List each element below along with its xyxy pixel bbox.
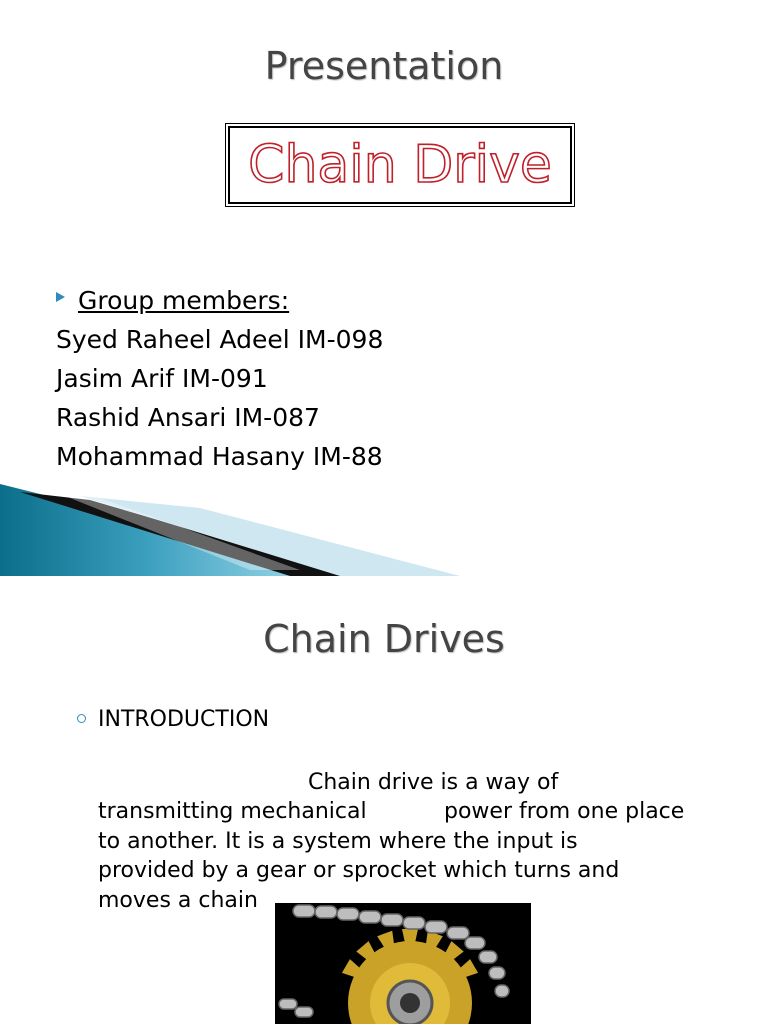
member-line: Jasim Arif IM-091 — [56, 364, 268, 393]
paragraph-line: transmitting mechanical — [98, 799, 367, 824]
decorative-wave — [0, 470, 768, 576]
title-logo-box — [228, 126, 572, 204]
member-line: Rashid Ansari IM-087 — [56, 403, 320, 432]
triangle-bullet-icon — [56, 292, 65, 302]
member-line: Syed Raheel Adeel IM-098 — [56, 325, 384, 354]
paragraph-line: power from one place — [444, 799, 685, 824]
chain-sprocket-image — [275, 903, 531, 1024]
paragraph-line: moves a chain — [98, 888, 258, 913]
section-heading: INTRODUCTION — [98, 707, 270, 732]
paragraph-line: to another. It is a system where the input is — [98, 829, 578, 854]
slide-title: Chain Drives — [263, 617, 505, 661]
ring-bullet-icon — [77, 714, 86, 723]
member-line: Mohammad Hasany IM-88 — [56, 442, 383, 471]
group-members-heading: Group members: — [78, 286, 290, 315]
paragraph-line: Chain drive is a way of — [308, 770, 559, 795]
logo-text: Chain Drive — [248, 135, 552, 195]
paragraph-line: provided by a gear or sprocket which turns and — [98, 858, 620, 883]
slide-title: Presentation — [264, 44, 504, 88]
